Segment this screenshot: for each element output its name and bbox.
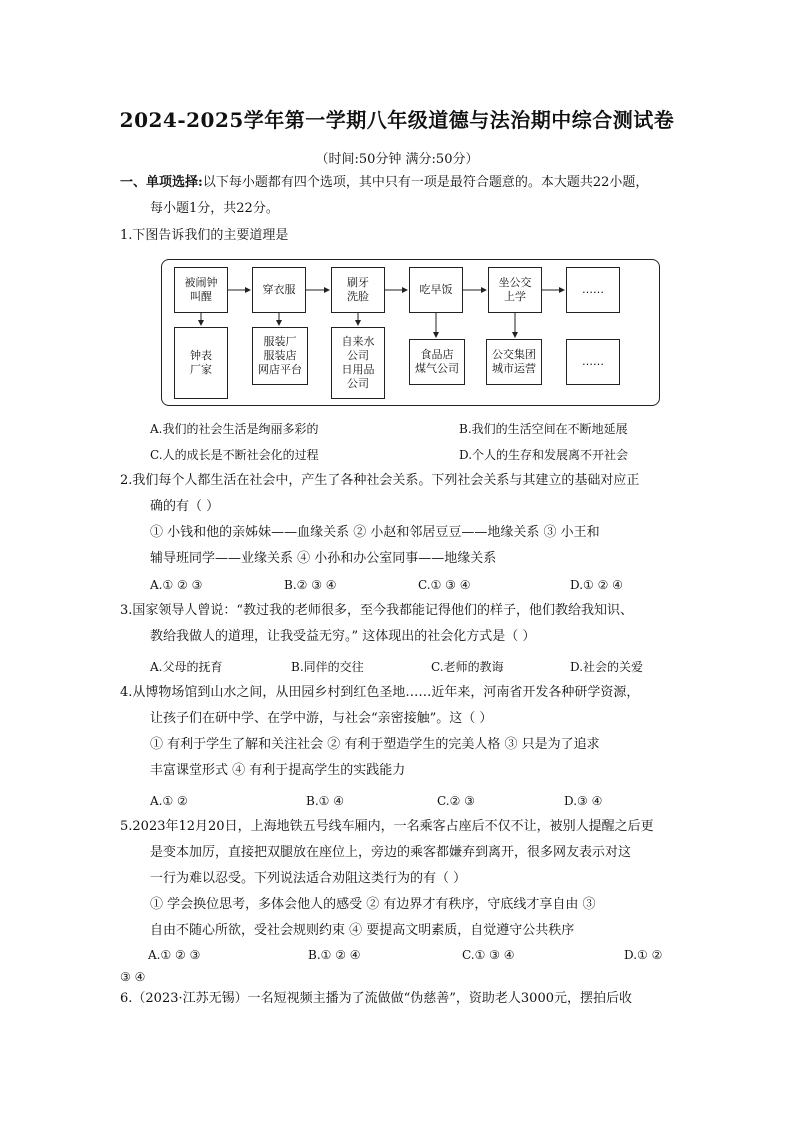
diagram-top-box-5: 坐公交 上学	[488, 267, 542, 313]
q2-option-d: D.① ② ④	[570, 578, 623, 592]
q5-line-2: 是变本加厉，直接把双腿放在座位上，旁边的乘客都嫌弃到离开，很多网友表示对这	[150, 845, 632, 860]
section-1-label: 一、单项选择:	[120, 175, 203, 190]
q4-line-4: 丰富课堂形式 ④ 有利于提高学生的实践能力	[150, 763, 406, 778]
exam-title: 2024-2025学年第一学期八年级道德与法治期中综合测试卷	[119, 108, 675, 132]
q5-option-c: C.① ③ ④	[462, 948, 515, 962]
q5-line-5: 自由不随心所欲，受社会规则约束 ④ 要提高文明素质，自觉遵守公共秩序	[150, 923, 575, 938]
q4-option-b: B.① ④	[306, 794, 344, 808]
q2-line-4: 辅导班同学——业缘关系 ④ 小孙和办公室同事——地缘关系	[150, 551, 497, 566]
diagram-bottom-box-4: 食品店 煤气公司	[409, 339, 465, 385]
q4-option-c: C.② ③	[437, 794, 475, 808]
q4-line-3: ① 有利于学生了解和关注社会 ② 有利于塑造学生的完美人格 ③ 只是为了追求	[150, 737, 600, 752]
section-1-instructions	[120, 175, 648, 191]
diagram-bottom-box-2: 服装厂 服装店 网店平台	[252, 327, 308, 385]
q6-line-1: 6.（2023·江苏无锡）一名短视频主播为了流做做“伪慈善”，资助老人3000元，摆拍后收	[120, 991, 632, 1006]
q4-line-2: 让孩子们在研中学、在学中游，与社会“亲密接触”。这（ ）	[150, 711, 493, 726]
diagram-bottom-box-1: 钟表 厂家	[174, 327, 228, 399]
q4-option-d: D.③ ④	[564, 794, 603, 808]
q5-option-a: A.① ② ③	[148, 948, 201, 962]
q5-line-3: 一行为难以忍受。下列说法适合劝阻这类行为的有（ ）	[150, 871, 467, 886]
q5-option-d-continued: ③ ④	[120, 970, 146, 984]
exam-subtitle: （时间:50分钟 满分:50分）	[315, 152, 479, 167]
diagram-top-box-3: 刷牙 洗脸	[331, 267, 385, 313]
section-1-text-1: 以下每小题都有四个选项，其中只有一项是最符合题意的。本大题共22小题，	[202, 175, 649, 190]
q2-line-2: 确的有（ ）	[150, 499, 220, 514]
q3-option-a: A.父母的抚育	[150, 660, 223, 674]
q4-option-a: A.① ②	[150, 794, 188, 808]
q3-option-d: D.社会的关爱	[570, 660, 644, 674]
q2-option-c: C.① ③ ④	[418, 578, 471, 592]
q1-option-b: B.我们的生活空间在不断地延展	[459, 422, 628, 436]
q5-option-b: B.① ② ④	[308, 948, 361, 962]
q1-option-c: C.人的成长是不断社会化的过程	[150, 448, 319, 462]
q1-option-a: A.我们的社会生活是绚丽多彩的	[150, 422, 319, 436]
q2-line-1: 2.我们每个人都生活在社会中，产生了各种社会关系。下列社会关系与其建立的基础对应正	[120, 473, 640, 488]
q5-line-1: 5.2023年12月20日，上海地铁五号线车厢内，一名乘客占座后不仅不让，被别人提醒之后更	[120, 819, 654, 834]
diagram-bottom-box-6: ……	[566, 339, 620, 385]
q4-line-1: 4.从博物场馆到山水之间，从田园乡村到红色圣地……近年来，河南省开发各种研学资源，	[120, 685, 640, 700]
q5-option-d: D.① ②	[624, 948, 663, 962]
q2-line-3: ① 小钱和他的亲姊妹——血缘关系 ② 小赵和邻居豆豆——地缘关系 ③ 小王和	[150, 525, 600, 540]
q3-line-2: 教给我做人的道理，让我受益无穷。” 这体现出的社会化方式是（ ）	[150, 629, 536, 644]
diagram-top-box-6: ……	[566, 267, 620, 313]
diagram-top-box-1: 被闹钟 叫醒	[174, 267, 228, 313]
q3-option-c: C.老师的教诲	[431, 660, 504, 674]
q1-option-d: D.个人的生存和发展离不开社会	[459, 448, 629, 462]
q3-line-1: 3.国家领导人曾说：“教过我的老师很多，至今我都能记得他们的样子，他们教给我知识、	[120, 603, 634, 618]
q2-option-b: B.② ③ ④	[284, 578, 337, 592]
diagram-bottom-box-5: 公交集团 城市运营	[486, 339, 542, 385]
section-1-text-2: 每小题1分，共22分。	[150, 201, 279, 216]
diagram-top-box-4: 吃早饭	[409, 267, 463, 313]
diagram-top-box-2: 穿衣服	[252, 267, 306, 313]
q5-line-4: ① 学会换位思考，多体会他人的感受 ② 有边界才有秩序，守底线才享自由 ③	[150, 897, 596, 912]
diagram-bottom-box-3: 自来水 公司 日用品 公司	[331, 327, 385, 399]
q1-stem: 1.下图告诉我们的主要道理是	[120, 228, 289, 243]
q2-option-a: A.① ② ③	[150, 578, 203, 592]
q3-option-b: B.同伴的交往	[291, 660, 364, 674]
